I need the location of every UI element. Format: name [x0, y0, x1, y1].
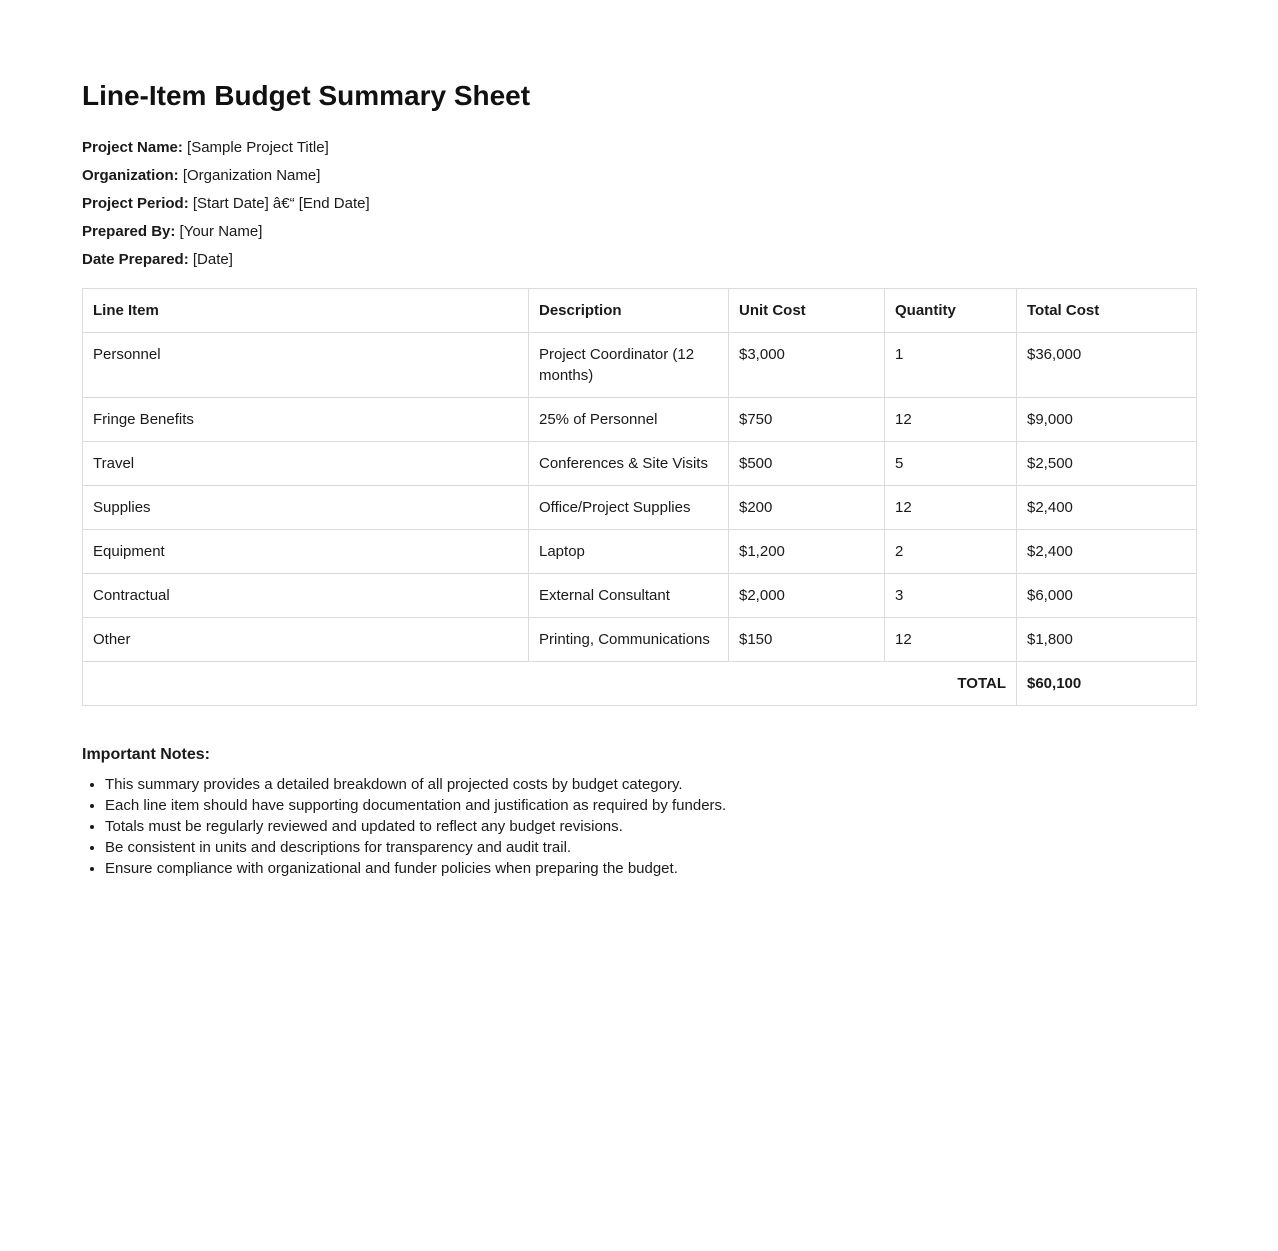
meta-label: Project Period:: [82, 195, 189, 212]
meta-label: Prepared By:: [82, 223, 176, 240]
table-row: [83, 398, 1197, 442]
cell-total-cost: $6,000: [1017, 574, 1197, 618]
note-item: • Totals must be regularly reviewed and updated to reflect any budget revisions.: [105, 816, 1196, 837]
note-item: • Ensure compliance with organizational and funder policies when preparing the budget.: [105, 858, 1196, 879]
column-header-unit-cost: Unit Cost: [729, 289, 885, 333]
meta-value: [Start Date] â€“ [End Date]: [192, 195, 370, 212]
cell-line-item: Equipment: [83, 530, 529, 574]
meta-line-prepared-by: [82, 218, 1196, 246]
table-row: [83, 333, 1197, 398]
cell-quantity: 1: [885, 333, 1017, 398]
cell-description: External Consultant: [529, 574, 729, 618]
metadata-block: [82, 134, 1196, 274]
cell-unit-cost: $150: [729, 618, 885, 662]
table-row: [83, 618, 1197, 662]
meta-label: Organization:: [82, 167, 179, 184]
meta-value: [Sample Project Title]: [187, 139, 329, 156]
meta-line-project-name: [82, 134, 1196, 162]
meta-line-date-prepared: [82, 246, 1196, 274]
cell-description: Laptop: [529, 530, 729, 574]
notes-heading: Important Notes:: [82, 746, 210, 763]
meta-line-organization: [82, 162, 1196, 190]
column-header-description: Description: [529, 289, 729, 333]
table-row: [83, 486, 1197, 530]
cell-quantity: 12: [885, 486, 1017, 530]
meta-value: [Your Name]: [179, 223, 263, 240]
cell-unit-cost: $3,000: [729, 333, 885, 398]
cell-unit-cost: $1,200: [729, 530, 885, 574]
cell-line-item: Fringe Benefits: [83, 398, 529, 442]
meta-line-project-period: [82, 190, 1196, 218]
column-header-line-item: Line Item: [83, 289, 529, 333]
column-header-total-cost: Total Cost: [1017, 289, 1197, 333]
cell-total-cost: $9,000: [1017, 398, 1197, 442]
table-row: [83, 530, 1197, 574]
table-total-row: [83, 662, 1197, 706]
note-item: • Be consistent in units and descriptions for transparency and audit trail.: [105, 837, 1196, 858]
meta-value: [Organization Name]: [182, 167, 321, 184]
notes-list: [82, 774, 1196, 879]
note-item: • This summary provides a detailed breakdown of all projected costs by budget category.: [105, 774, 1196, 795]
cell-quantity: 12: [885, 618, 1017, 662]
cell-line-item: Supplies: [83, 486, 529, 530]
cell-total-cost: $2,400: [1017, 530, 1197, 574]
cell-total-cost: $2,400: [1017, 486, 1197, 530]
cell-description: Printing, Communications: [529, 618, 729, 662]
cell-description: Office/Project Supplies: [529, 486, 729, 530]
cell-description: 25% of Personnel: [529, 398, 729, 442]
cell-description: Conferences & Site Visits: [529, 442, 729, 486]
total-value: $60,100: [1017, 662, 1197, 706]
cell-line-item: Travel: [83, 442, 529, 486]
cell-total-cost: $2,500: [1017, 442, 1197, 486]
budget-table: [82, 288, 1197, 706]
cell-description: Project Coordinator (12 months): [529, 333, 729, 398]
cell-unit-cost: $750: [729, 398, 885, 442]
cell-unit-cost: $2,000: [729, 574, 885, 618]
cell-quantity: 3: [885, 574, 1017, 618]
cell-line-item: Personnel: [83, 333, 529, 398]
cell-total-cost: $1,800: [1017, 618, 1197, 662]
cell-line-item: Other: [83, 618, 529, 662]
total-label: TOTAL: [83, 662, 1017, 706]
column-header-quantity: Quantity: [885, 289, 1017, 333]
meta-label: Project Name:: [82, 139, 183, 156]
cell-line-item: Contractual: [83, 574, 529, 618]
table-header-row: [83, 289, 1197, 333]
table-row: [83, 574, 1197, 618]
meta-label: Date Prepared:: [82, 251, 189, 268]
cell-quantity: 5: [885, 442, 1017, 486]
table-row: [83, 442, 1197, 486]
note-item: • Each line item should have supporting documentation and justification as required by funders.: [105, 795, 1196, 816]
cell-unit-cost: $200: [729, 486, 885, 530]
page-title: Line-Item Budget Summary Sheet: [82, 80, 531, 111]
cell-unit-cost: $500: [729, 442, 885, 486]
meta-value: [Date]: [192, 251, 233, 268]
cell-quantity: 2: [885, 530, 1017, 574]
cell-quantity: 12: [885, 398, 1017, 442]
cell-total-cost: $36,000: [1017, 333, 1197, 398]
